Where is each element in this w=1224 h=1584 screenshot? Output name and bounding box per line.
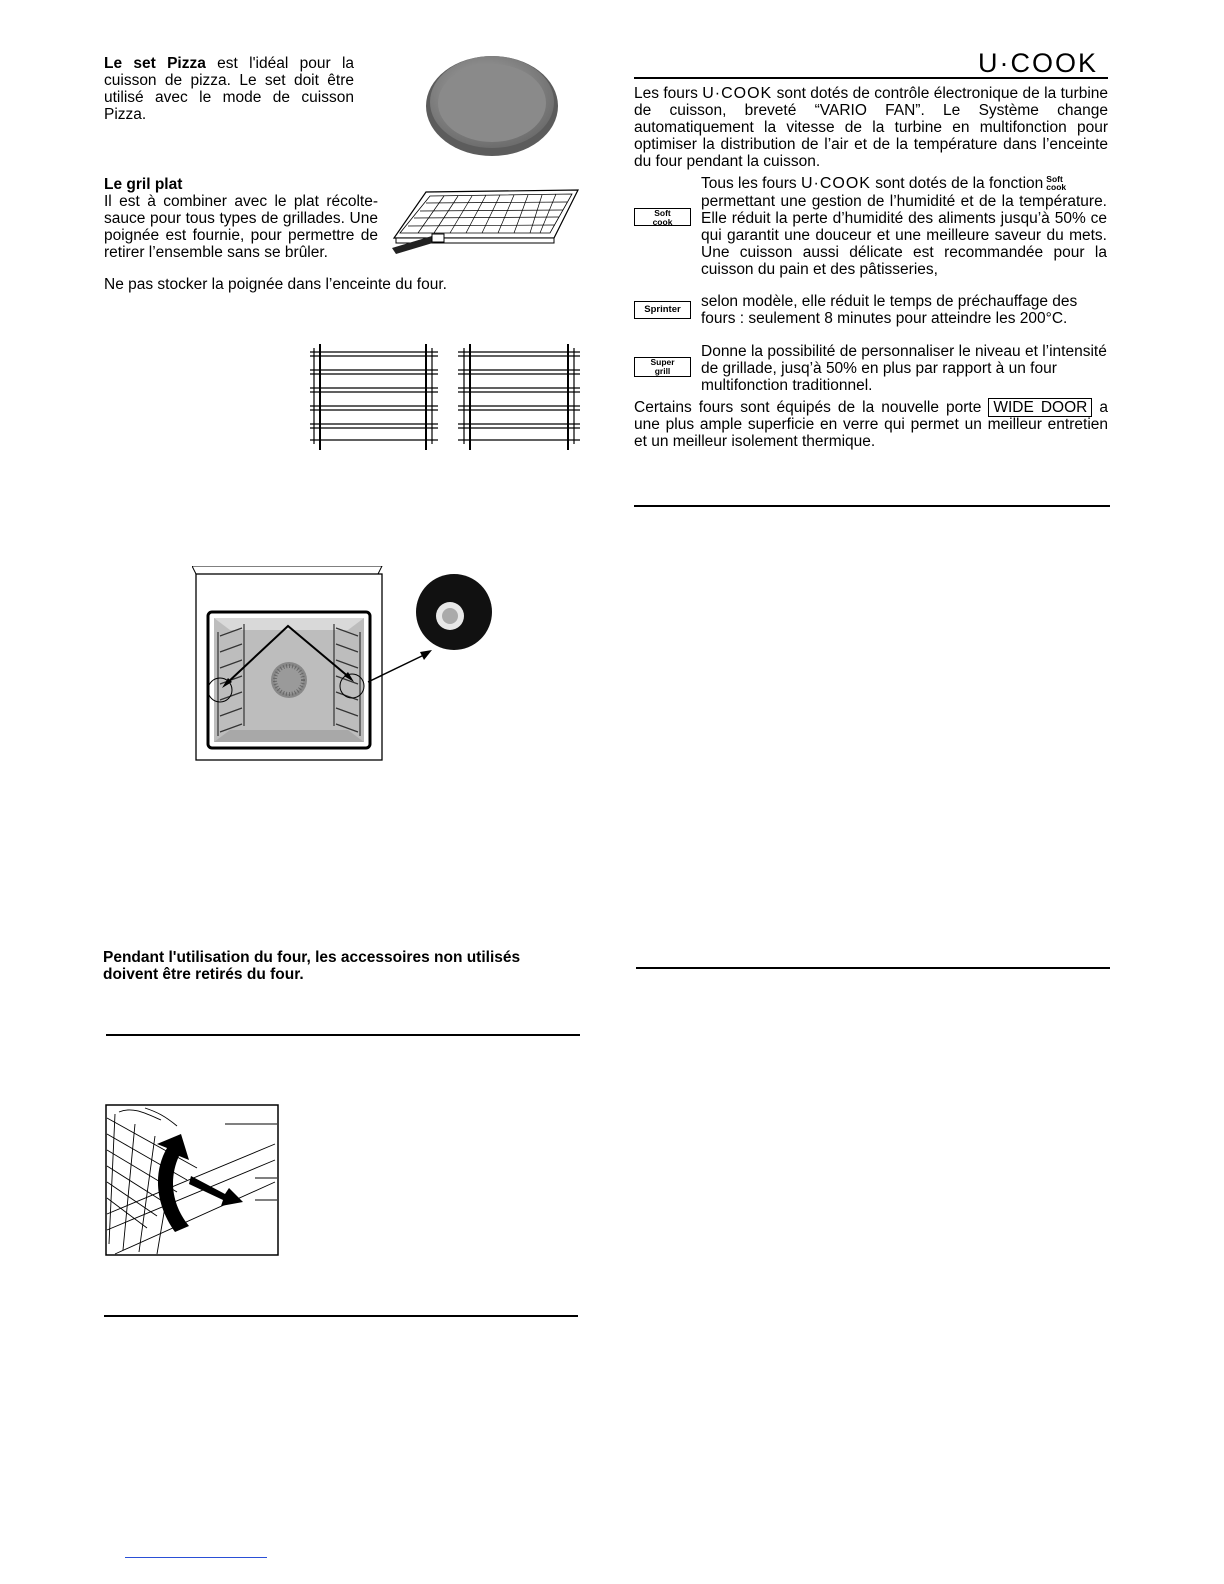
supergrill-badge [634, 357, 691, 377]
supergrill-badge-bottom: grill [654, 366, 671, 376]
widedoor-b: a une plus ample superficie en verre qui permet un meilleur entretien et un meilleur isolement thermique. [634, 399, 1108, 450]
brand-inline: U·COOK [702, 85, 773, 102]
softcook-l1b: sont dotés de la fonction [870, 175, 1044, 192]
pizza-rest: est l'idéal pour la cuisson de pizza. Le set doit être utilisé avec le mode de cuisson Pizza. [104, 55, 355, 123]
gril-body: Il est à combiner avec le plat récolte-sauce pour tous types de grillades. Une poignée est fournie, pour permettre de retirer l’ensemble sans se brûler. [104, 193, 378, 261]
sprinter-text: selon modèle, elle réduit le temps de préchauffage des fours : seulement 8 minutes pour atteindre les 200°C. [701, 293, 1078, 327]
footer-link-line [125, 1557, 267, 1558]
side-rails-image [304, 340, 586, 452]
section-rule [636, 967, 1110, 969]
pizza-lead: Le set Pizza [104, 55, 206, 72]
softcook-mini-badge [1046, 175, 1066, 191]
intro-b: sont dotés de contrôle électronique de la turbine de cuisson, breveté “VARIO FAN”. Le Système change automatiquement la vitesse de la turbine en multifonction pour optimiser la distribution de l’air et de la température dans l’enceinte du four pendant la cuisson. [634, 85, 1109, 170]
softcook-line1 [701, 175, 1111, 192]
softcook-text: permettant une gestion de l’humidité et de la température. Elle réduit la perte d’humidité des aliments jusqu’à 50% ce qui garantit une douceur et une meilleure saveur du mets. Une cuisson aussi délicate est recommandée pour la cuisson du pain et des pâtisseries, [701, 193, 1107, 278]
flat-grill-image [386, 186, 582, 258]
section-rule [634, 505, 1110, 507]
widedoor-a: Certains fours sont équipés de la nouvelle porte [634, 399, 989, 416]
softcook-mini-bottom: cook [1046, 182, 1067, 192]
supergrill-text: Donne la possibilité de personnaliser le niveau et l’intensité de grillade, jusq’à 50% en plus par rapport à un four multifonction traditionnel. [701, 343, 1107, 394]
warning-text: Pendant l'utilisation du four, les accessoires non utilisés doivent être retirés du four. [103, 949, 521, 983]
sprinter-badge: Sprinter [634, 301, 691, 319]
section-rule [106, 1034, 580, 1036]
widedoor-label: WIDE DOOR [988, 398, 1092, 417]
section-rule [104, 1315, 578, 1317]
header-rule [634, 77, 1108, 79]
softcook-badge-bottom: cook [652, 217, 673, 227]
softcook-badge-top: Soft [654, 208, 671, 218]
gril-note: Ne pas stocker la poignée dans l’enceinte du four. [104, 276, 447, 293]
rail-removal-image [105, 1104, 280, 1257]
supergrill-badge-top: Super [650, 357, 675, 367]
softcook-l1a: Tous les fours [701, 175, 801, 192]
intro-a: Les fours [634, 85, 703, 102]
vario-fan-text [634, 85, 1108, 170]
gril-title: Le gril plat [104, 176, 183, 193]
brand-logo: U·COOK [978, 48, 1098, 78]
pizza-pan-image [422, 50, 560, 160]
brand-inline: U·COOK [800, 175, 871, 192]
pizza-text [104, 55, 354, 123]
widedoor-text [634, 399, 1108, 450]
oven-interior-image [192, 566, 494, 762]
softcook-badge [634, 208, 691, 226]
softcook-mini-top: Soft [1046, 174, 1063, 184]
